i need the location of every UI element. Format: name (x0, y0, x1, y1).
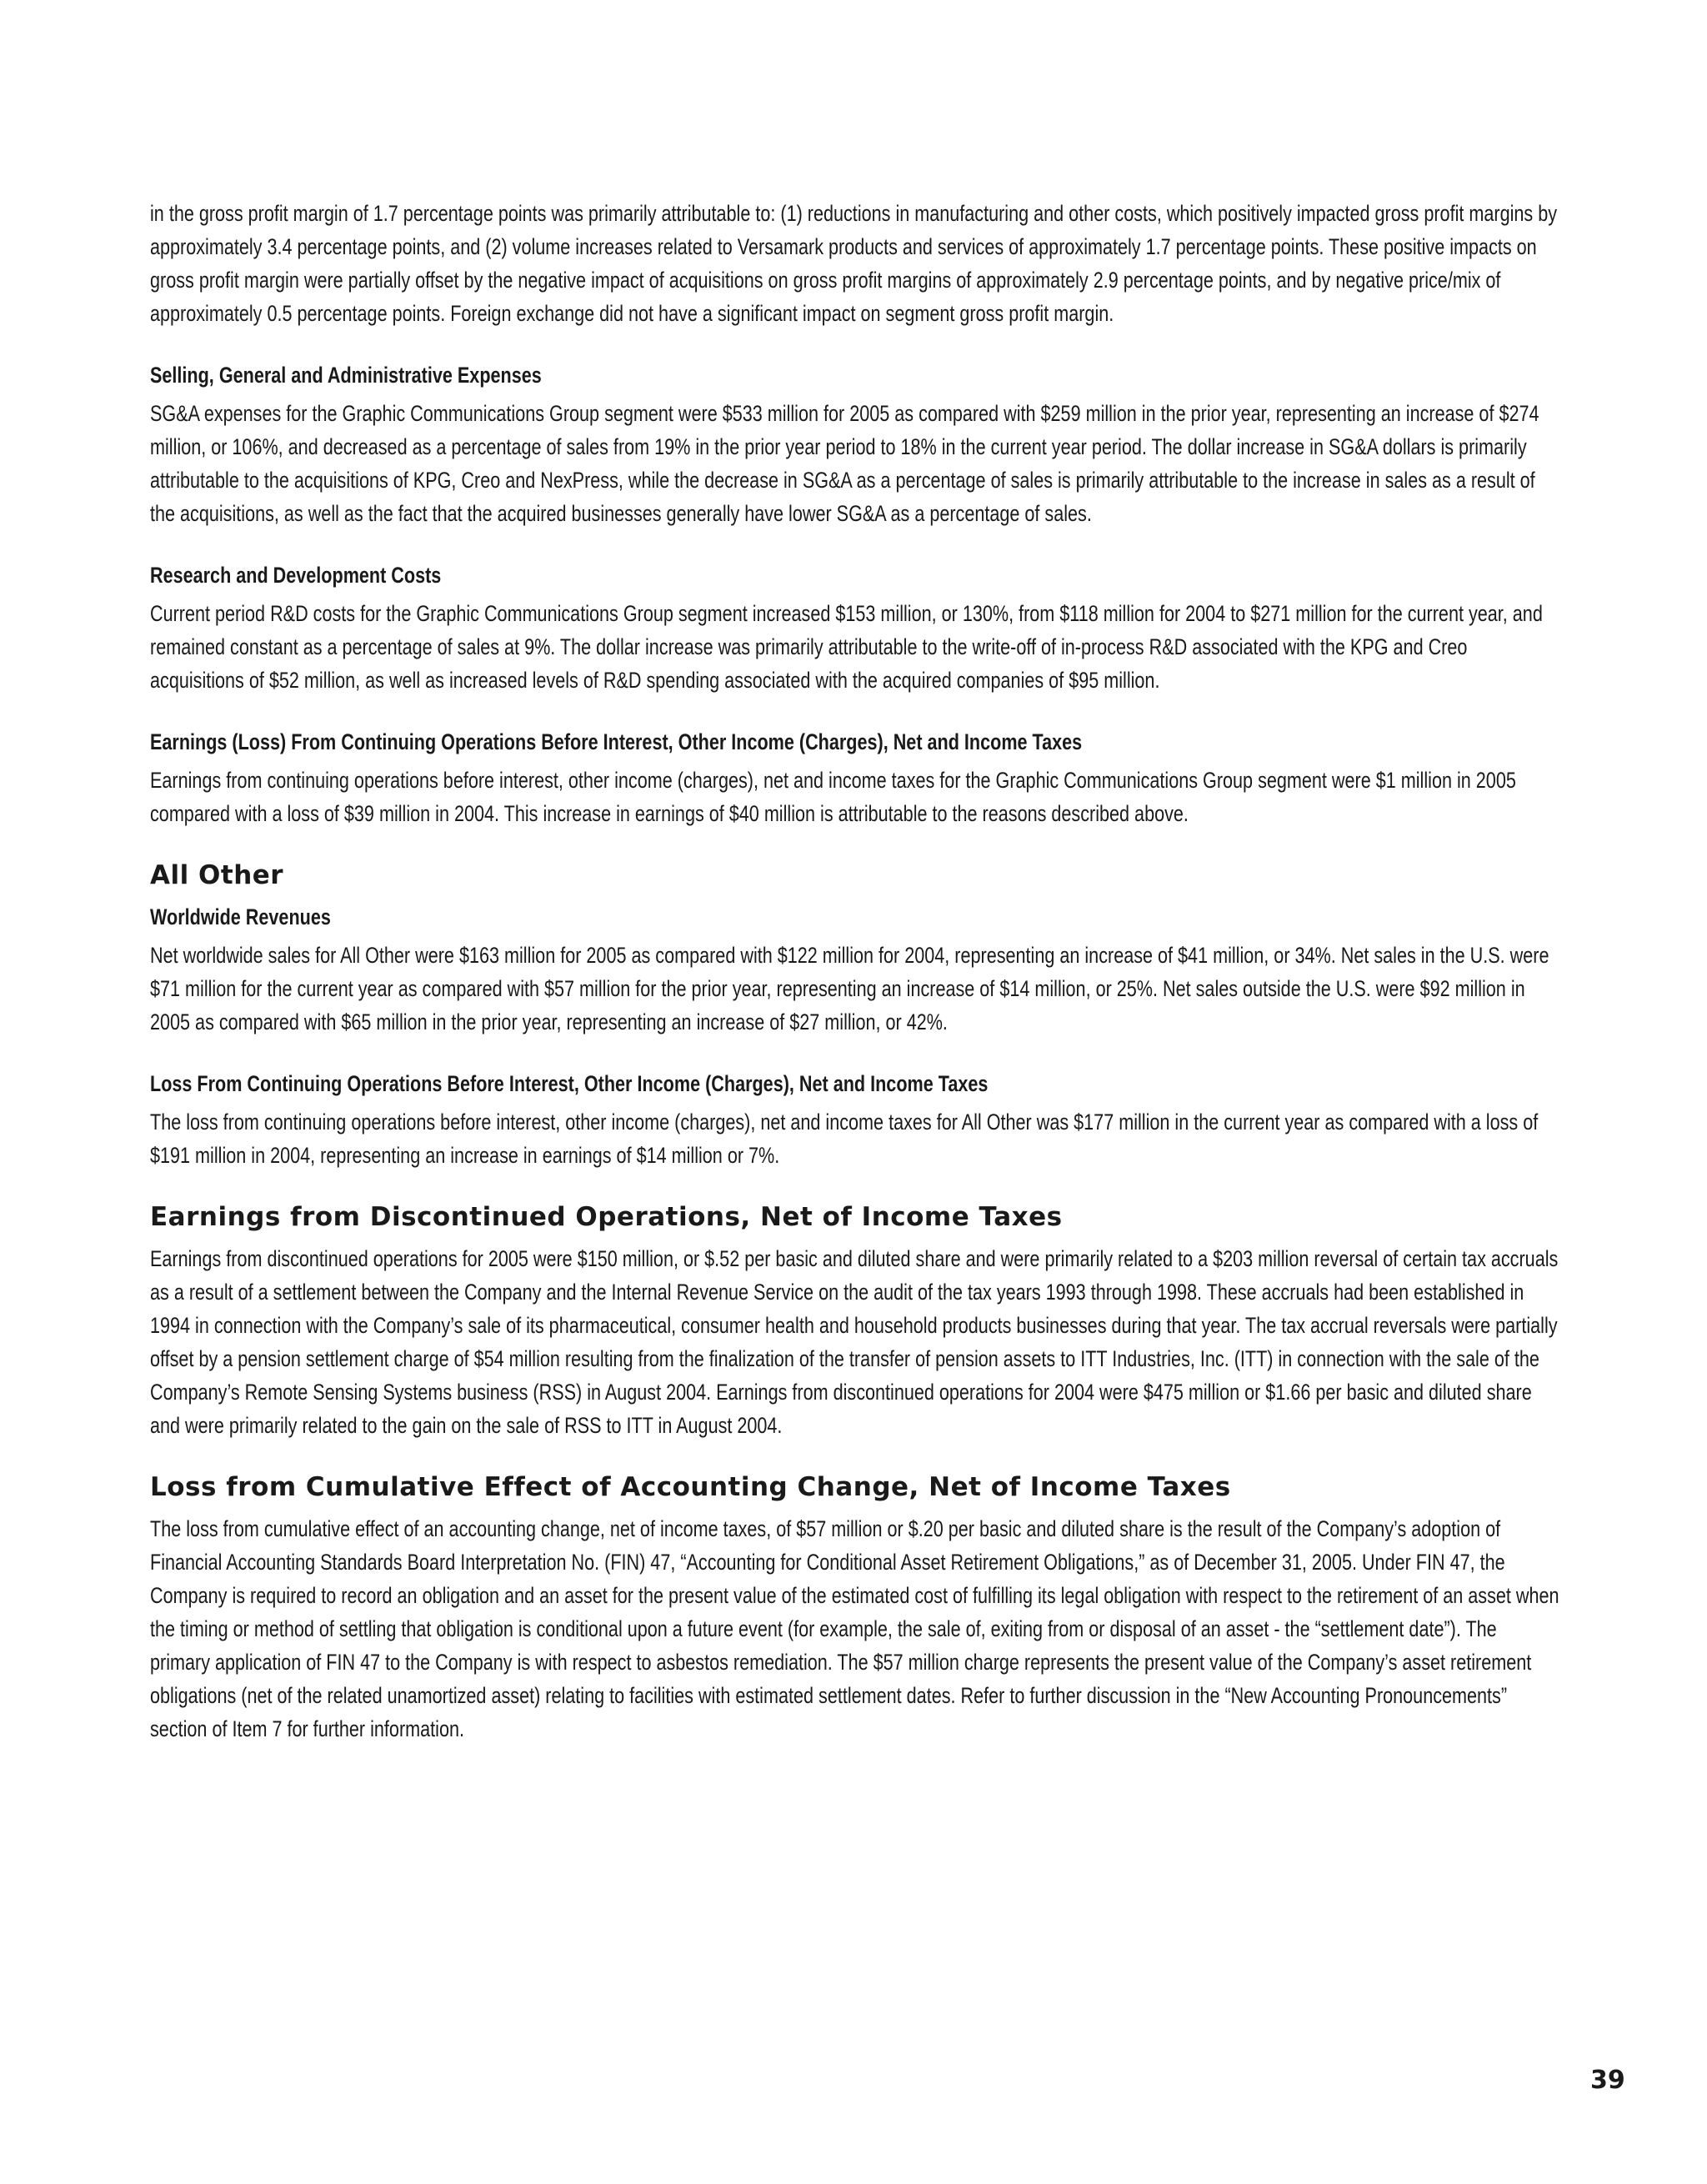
earnings-paragraph: Earnings from continuing operations before interest, other income (charges), net and income taxes for the Graphic Communications Group segment were $1 million in 2005 compared with a loss of $39 million in 2004. This increase in earnings of $40 million is attributable to the reasons described above. (150, 768, 1516, 826)
worldwide-revenues-paragraph: Net worldwide sales for All Other were $163 million for 2005 as compared with $122 million for 2004, representing an increase of $41 million, or 34%. Net sales in the U.S. were $71 million for the current year as compared with $57 million for the prior year, representing an increase of $14 million, or 25%. Net sales outside the U.S. were $92 million in 2005 as compared with $65 million in the prior year, representing an increase of $27 million, or 42%. (150, 943, 1549, 1034)
page-number: 39 (1590, 2066, 1625, 2095)
discontinued-paragraph: Earnings from discontinued operations for 2005 were $150 million, or $.52 per basic and diluted share and were primarily related to a $203 million reversal of certain tax accruals as a result of a settlement between the Company and the Internal Revenue Service on the audit of the tax years 1993 through 1998. These accruals had been established in 1994 in connection with the Company’s sale of its pharmaceutical, consumer health and household products businesses during that year. The tax accrual reversals were partially offset by a pension settlement charge of $54 million resulting from the finalization of the transfer of pension assets to ITT Industries, Inc. (ITT) in connection with the sale of the Company’s Remote Sensing Systems business (RSS) in August 2004. Earnings from discontinued operations for 2004 were $475 million or $1.66 per basic and diluted share and were primarily related to the gain on the sale of RSS to ITT in August 2004. (150, 1246, 1559, 1438)
rd-paragraph: Current period R&D costs for the Graphic Communications Group segment increased $153 million, or 130%, from $118 million for 2004 to $271 million for the current year, and remained constant as a percentage of sales at 9%. The dollar increase was primarily attributable to the write-off of in-process R&D associated with the KPG and Creo acquisitions of $52 million, as well as increased levels of R&D spending associated with the acquired companies of $95 million. (150, 601, 1543, 693)
rd-heading: Research and Development Costs (150, 563, 442, 588)
sga-paragraph: SG&A expenses for the Graphic Communications Group segment were $533 million for 2005 as compared with $259 million in the prior year, representing an increase of $274 million, or 106%, and decreased as a percentage of sales from 19% in the prior year period to 18% in the current year period. The dollar increase in SG&A dollars is primarily attributable to the acquisitions of KPG, Creo and NexPress, while the decrease in SG&A as a percentage of sales is primarily attributable to the increase in sales as a result of the acquisitions, as well as the fact that the acquired businesses generally have lower SG&A as a percentage of sales. (150, 401, 1539, 526)
all-other-loss-heading: Loss From Continuing Operations Before Interest, Other Income (Charges), Net and Income Taxes (150, 1071, 989, 1096)
document-body (150, 197, 1560, 1746)
all-other-heading: All Other (150, 860, 284, 890)
all-other-loss-paragraph: The loss from continuing operations before interest, other income (charges), net and income taxes for All Other was $177 million in the current year as compared with a loss of $191 million in 2004, representing an increase in earnings of $14 million or 7%. (150, 1110, 1539, 1168)
cumulative-paragraph: The loss from cumulative effect of an accounting change, net of income taxes, of $57 million or $.20 per basic and diluted share is the result of the Company’s adoption of Financial Accounting Standards Board Interpretation No. (FIN) 47, “Accounting for Conditional Asset Retirement Obligations,” as of December 31, 2005. Under FIN 47, the Company is required to record an obligation and an asset for the present value of the estimated cost of fulfilling its legal obligation with respect to the retirement of an asset when the timing or method of settling that obligation is conditional upon a future event (for example, the sale of, exiting from or disposal of an asset - the “settlement date”). The primary application of FIN 47 to the Company is with respect to asbestos remediation. The $57 million charge represents the present value of the Company’s asset retirement obligations (net of the related unamortized asset) relating to facilities with estimated settlement dates. Refer to further discussion in the “New Accounting Pronouncements” section of Item 7 for further information. (150, 1516, 1559, 1741)
earnings-heading: Earnings (Loss) From Continuing Operations Before Interest, Other Income (Charges), Net and Income Taxes (150, 729, 1083, 754)
sga-heading: Selling, General and Administrative Expenses (150, 363, 542, 388)
intro-paragraph: in the gross profit margin of 1.7 percentage points was primarily attributable to: (1) reductions in manufacturing and other costs, which positively impacted gross profit margins by approximately 3.4 percentage points, and (2) volume increases related to Versamark products and services of approximately 1.7 percentage points. These positive impacts on gross profit margin were partially offset by the negative impact of acquisitions on gross profit margins of approximately 2.9 percentage points, and by negative price/mix of approximately 0.5 percentage points. Foreign exchange did not have a significant impact on segment gross profit margin. (150, 201, 1558, 326)
discontinued-heading: Earnings from Discontinued Operations, Net of Income Taxes (150, 1202, 1063, 1232)
cumulative-heading: Loss from Cumulative Effect of Accounting Change, Net of Income Taxes (150, 1472, 1231, 1502)
worldwide-revenues-heading: Worldwide Revenues (150, 904, 331, 929)
